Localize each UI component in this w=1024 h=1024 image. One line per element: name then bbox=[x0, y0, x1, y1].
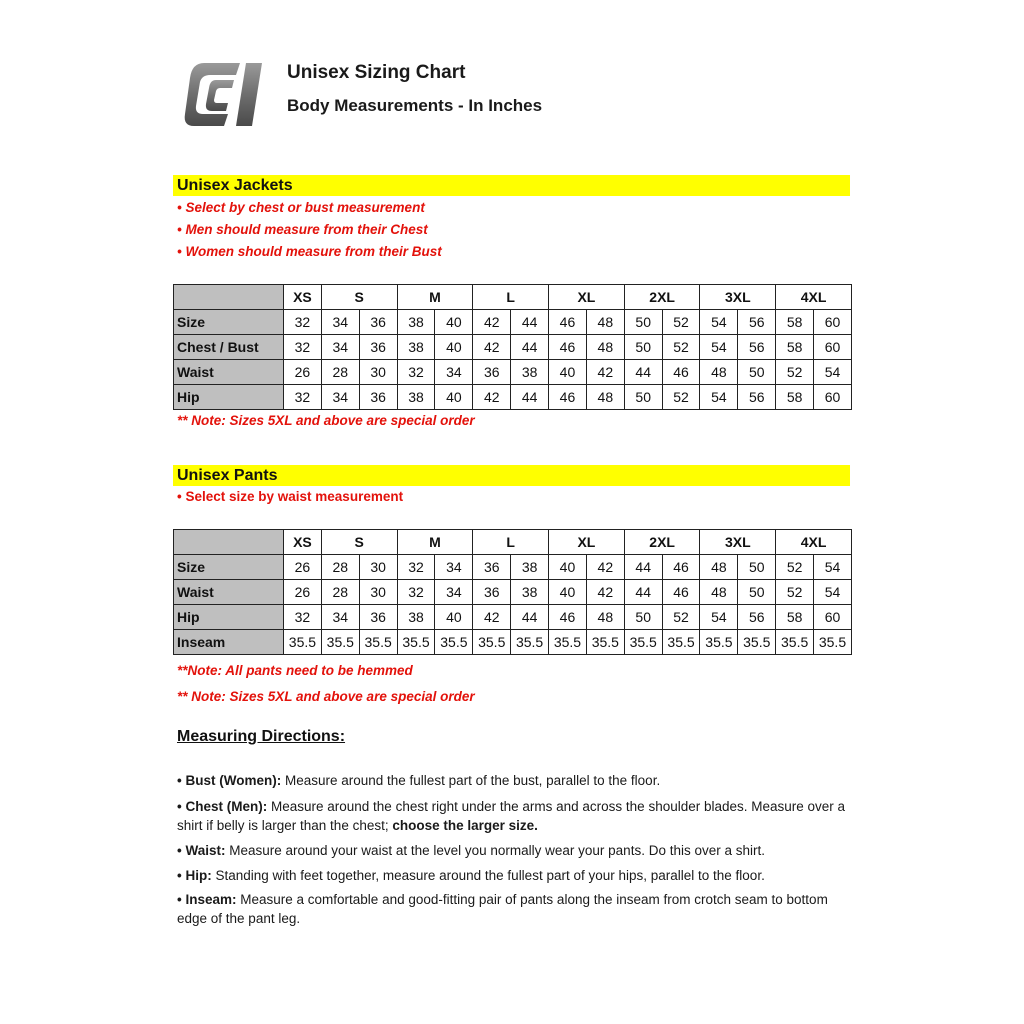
table-cell: 52 bbox=[662, 605, 700, 630]
direction-text: Measure a comfortable and good-fitting pair of pants along the inseam from crotch seam to bottom edge of the pant leg. bbox=[177, 892, 828, 926]
row-header: Hip bbox=[174, 385, 284, 410]
jackets-note: • Select by chest or bust measurement bbox=[177, 200, 425, 215]
jackets-note: • Men should measure from their Chest bbox=[177, 222, 428, 237]
table-cell: 34 bbox=[435, 580, 473, 605]
table-cell: 36 bbox=[473, 555, 511, 580]
table-cell: 56 bbox=[738, 385, 776, 410]
table-cell: 35.5 bbox=[473, 630, 511, 655]
table-cell: 58 bbox=[776, 310, 814, 335]
page-subtitle: Body Measurements - In Inches bbox=[287, 96, 543, 115]
table-cell: 48 bbox=[700, 580, 738, 605]
size-group-header: 3XL bbox=[700, 285, 776, 310]
size-group-header-row bbox=[174, 285, 852, 310]
table-cell: 54 bbox=[700, 605, 738, 630]
direction-item bbox=[177, 771, 847, 790]
table-cell: 48 bbox=[586, 605, 624, 630]
table-cell: 52 bbox=[662, 385, 700, 410]
table-cell: 40 bbox=[435, 385, 473, 410]
direction-term: • Waist: bbox=[177, 843, 226, 858]
table-cell: 34 bbox=[321, 605, 359, 630]
row-header: Waist bbox=[174, 360, 284, 385]
table-cell: 32 bbox=[284, 605, 322, 630]
table-cell: 60 bbox=[814, 310, 852, 335]
size-group-header: 2XL bbox=[624, 285, 700, 310]
table-cell: 48 bbox=[586, 335, 624, 360]
table-cell: 38 bbox=[511, 580, 549, 605]
table-cell: 26 bbox=[284, 555, 322, 580]
table-cell: 46 bbox=[662, 580, 700, 605]
size-group-header: L bbox=[473, 285, 549, 310]
pants-note: • Select size by waist measurement bbox=[177, 489, 404, 504]
table-cell: 36 bbox=[359, 310, 397, 335]
table-cell: 44 bbox=[511, 310, 549, 335]
pants-size-table bbox=[173, 529, 852, 655]
table-row bbox=[174, 630, 852, 655]
table-cell: 38 bbox=[397, 385, 435, 410]
size-group-header-row bbox=[174, 530, 852, 555]
row-header: Chest / Bust bbox=[174, 335, 284, 360]
row-header: Size bbox=[174, 310, 284, 335]
table-cell: 35.5 bbox=[624, 630, 662, 655]
direction-emphasis: choose the larger size. bbox=[392, 818, 538, 833]
table-row bbox=[174, 310, 852, 335]
table-cell: 30 bbox=[359, 580, 397, 605]
size-group-header: XS bbox=[284, 530, 322, 555]
row-header: Inseam bbox=[174, 630, 284, 655]
table-row bbox=[174, 555, 852, 580]
table-cell: 34 bbox=[321, 310, 359, 335]
table-cell: 48 bbox=[586, 310, 624, 335]
table-cell: 30 bbox=[359, 555, 397, 580]
size-group-header: L bbox=[473, 530, 549, 555]
table-cell: 50 bbox=[738, 360, 776, 385]
table-cell: 36 bbox=[473, 360, 511, 385]
table-cell: 35.5 bbox=[511, 630, 549, 655]
table-cell: 35.5 bbox=[662, 630, 700, 655]
direction-term: • Hip: bbox=[177, 868, 212, 883]
table-cell: 56 bbox=[738, 335, 776, 360]
size-group-header: XL bbox=[549, 285, 625, 310]
table-cell: 42 bbox=[586, 555, 624, 580]
table-cell: 36 bbox=[359, 385, 397, 410]
table-cell: 32 bbox=[284, 385, 322, 410]
table-cell: 28 bbox=[321, 555, 359, 580]
direction-text: Measure around the chest right under the arms and across the shoulder blades. Measure over a shirt if belly is larger than the chest; bbox=[177, 799, 846, 833]
row-header: Size bbox=[174, 555, 284, 580]
table-cell: 26 bbox=[284, 360, 322, 385]
table-cell: 60 bbox=[814, 385, 852, 410]
table-row bbox=[174, 605, 852, 630]
table-cell: 50 bbox=[738, 580, 776, 605]
row-header: Waist bbox=[174, 580, 284, 605]
size-group-header: M bbox=[397, 530, 473, 555]
table-cell: 38 bbox=[397, 335, 435, 360]
table-cell: 40 bbox=[549, 360, 587, 385]
table-cell: 50 bbox=[624, 605, 662, 630]
ci-logo-icon bbox=[182, 60, 266, 135]
jackets-size-table bbox=[173, 284, 852, 410]
table-cell: 46 bbox=[662, 555, 700, 580]
table-cell: 36 bbox=[359, 605, 397, 630]
table-cell: 52 bbox=[662, 310, 700, 335]
table-cell: 50 bbox=[624, 385, 662, 410]
size-group-header: 2XL bbox=[624, 530, 700, 555]
table-cell: 40 bbox=[435, 310, 473, 335]
table-cell: 44 bbox=[511, 335, 549, 360]
table-cell: 34 bbox=[321, 385, 359, 410]
table-cell: 42 bbox=[473, 310, 511, 335]
table-cell: 50 bbox=[624, 335, 662, 360]
table-cell: 52 bbox=[776, 555, 814, 580]
table-cell: 36 bbox=[473, 580, 511, 605]
table-cell: 60 bbox=[814, 335, 852, 360]
table-cell: 28 bbox=[321, 360, 359, 385]
row-header: Hip bbox=[174, 605, 284, 630]
measuring-directions-title: Measuring Directions: bbox=[177, 728, 346, 745]
table-cell: 46 bbox=[662, 360, 700, 385]
table-row bbox=[174, 580, 852, 605]
table-cell: 58 bbox=[776, 605, 814, 630]
table-cell: 35.5 bbox=[776, 630, 814, 655]
table-cell: 35.5 bbox=[321, 630, 359, 655]
pants-banner: Unisex Pants bbox=[173, 465, 850, 486]
table-row bbox=[174, 385, 852, 410]
table-cell: 32 bbox=[284, 310, 322, 335]
table-cell: 48 bbox=[586, 385, 624, 410]
direction-text: Measure around your waist at the level you normally wear your pants. Do this over a shirt. bbox=[225, 843, 765, 858]
table-cell: 52 bbox=[776, 360, 814, 385]
size-group-header: XL bbox=[549, 530, 625, 555]
table-cell: 56 bbox=[738, 605, 776, 630]
table-cell: 54 bbox=[814, 360, 852, 385]
size-group-header: S bbox=[321, 530, 397, 555]
table-cell: 34 bbox=[435, 360, 473, 385]
table-cell: 38 bbox=[511, 555, 549, 580]
table-cell: 46 bbox=[549, 335, 587, 360]
table-cell: 32 bbox=[397, 580, 435, 605]
size-group-header: 4XL bbox=[776, 285, 852, 310]
table-cell: 34 bbox=[321, 335, 359, 360]
table-cell: 50 bbox=[738, 555, 776, 580]
table-cell: 36 bbox=[359, 335, 397, 360]
table-cell: 38 bbox=[511, 360, 549, 385]
table-cell: 35.5 bbox=[700, 630, 738, 655]
table-corner bbox=[174, 530, 284, 555]
table-cell: 42 bbox=[473, 335, 511, 360]
table-cell: 42 bbox=[586, 580, 624, 605]
size-group-header: S bbox=[321, 285, 397, 310]
table-cell: 46 bbox=[549, 310, 587, 335]
size-group-header: 4XL bbox=[776, 530, 852, 555]
table-cell: 40 bbox=[549, 555, 587, 580]
table-cell: 54 bbox=[700, 385, 738, 410]
table-cell: 40 bbox=[435, 335, 473, 360]
pants-footnote: **Note: All pants need to be hemmed bbox=[177, 663, 413, 678]
table-cell: 38 bbox=[397, 605, 435, 630]
table-cell: 58 bbox=[776, 385, 814, 410]
table-cell: 42 bbox=[473, 605, 511, 630]
table-cell: 35.5 bbox=[549, 630, 587, 655]
table-cell: 35.5 bbox=[586, 630, 624, 655]
table-cell: 32 bbox=[284, 335, 322, 360]
table-cell: 58 bbox=[776, 335, 814, 360]
direction-term: • Chest (Men): bbox=[177, 799, 268, 814]
page-title: Unisex Sizing Chart bbox=[287, 62, 466, 83]
direction-text: Standing with feet together, measure around the fullest part of your hips, parallel to the floor. bbox=[211, 868, 765, 883]
jackets-note: • Women should measure from their Bust bbox=[177, 244, 442, 259]
table-cell: 46 bbox=[549, 605, 587, 630]
direction-text: Measure around the fullest part of the bust, parallel to the floor. bbox=[281, 773, 661, 788]
direction-item bbox=[177, 797, 847, 835]
table-cell: 35.5 bbox=[814, 630, 852, 655]
table-cell: 40 bbox=[549, 580, 587, 605]
direction-term: • Bust (Women): bbox=[177, 773, 282, 788]
table-cell: 44 bbox=[511, 605, 549, 630]
table-cell: 54 bbox=[700, 310, 738, 335]
table-cell: 40 bbox=[435, 605, 473, 630]
table-cell: 26 bbox=[284, 580, 322, 605]
table-cell: 50 bbox=[624, 310, 662, 335]
table-cell: 56 bbox=[738, 310, 776, 335]
table-cell: 35.5 bbox=[435, 630, 473, 655]
table-cell: 42 bbox=[586, 360, 624, 385]
table-cell: 35.5 bbox=[397, 630, 435, 655]
table-cell: 60 bbox=[814, 605, 852, 630]
jackets-banner: Unisex Jackets bbox=[173, 175, 850, 196]
table-cell: 30 bbox=[359, 360, 397, 385]
table-cell: 35.5 bbox=[359, 630, 397, 655]
table-row bbox=[174, 360, 852, 385]
table-cell: 32 bbox=[397, 555, 435, 580]
direction-item bbox=[177, 841, 847, 860]
size-group-header: 3XL bbox=[700, 530, 776, 555]
table-corner bbox=[174, 285, 284, 310]
table-cell: 52 bbox=[776, 580, 814, 605]
pants-footnote: ** Note: Sizes 5XL and above are special order bbox=[177, 689, 475, 704]
table-cell: 54 bbox=[700, 335, 738, 360]
jackets-footnote: ** Note: Sizes 5XL and above are special order bbox=[177, 413, 475, 428]
table-cell: 54 bbox=[814, 580, 852, 605]
table-cell: 54 bbox=[814, 555, 852, 580]
table-cell: 44 bbox=[511, 385, 549, 410]
size-group-header: M bbox=[397, 285, 473, 310]
table-cell: 46 bbox=[549, 385, 587, 410]
table-cell: 35.5 bbox=[284, 630, 322, 655]
table-cell: 28 bbox=[321, 580, 359, 605]
table-cell: 48 bbox=[700, 555, 738, 580]
table-cell: 44 bbox=[624, 555, 662, 580]
table-cell: 48 bbox=[700, 360, 738, 385]
table-cell: 35.5 bbox=[738, 630, 776, 655]
table-cell: 38 bbox=[397, 310, 435, 335]
direction-item bbox=[177, 866, 847, 885]
table-cell: 34 bbox=[435, 555, 473, 580]
table-row bbox=[174, 335, 852, 360]
table-cell: 42 bbox=[473, 385, 511, 410]
table-cell: 44 bbox=[624, 580, 662, 605]
table-cell: 32 bbox=[397, 360, 435, 385]
size-group-header: XS bbox=[284, 285, 322, 310]
direction-item bbox=[177, 890, 847, 928]
table-cell: 44 bbox=[624, 360, 662, 385]
direction-term: • Inseam: bbox=[177, 892, 237, 907]
table-cell: 52 bbox=[662, 335, 700, 360]
